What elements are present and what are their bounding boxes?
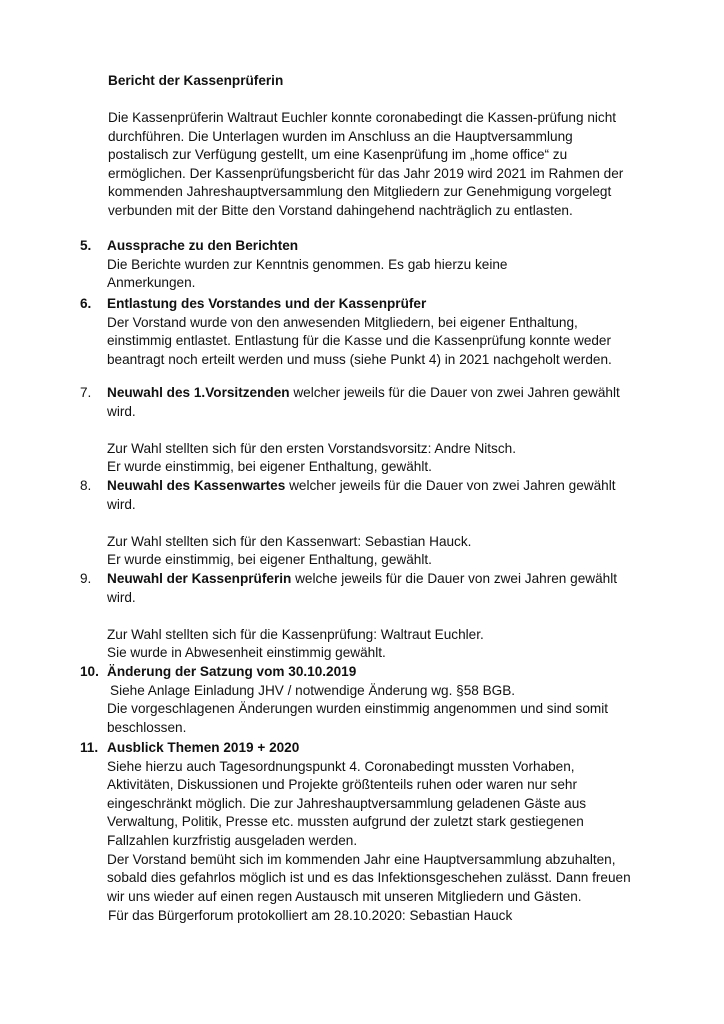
item-heading-rest: welcher jeweils für die Dauer von zwei Jahren gewählt [285,478,616,493]
report-line: postalisch zur Verfügung gestellt, um eine Kasenprüfung im „home office“ zu [108,147,568,163]
agenda-item-8 [80,477,640,570]
item-line: wir uns wieder auf einen regen Austausch mit unseren Mitgliedern und Gästen. [107,888,582,904]
item-line: beschlossen. [107,719,187,735]
item-detail-line: Sie wurde in Abwesenheit einstimmig gewählt. [107,645,386,661]
item-line: Aktivitäten, Diskussionen und Projekte größtenteils ruhen oder waren nur sehr [107,777,577,793]
item-number: 7. [80,385,92,400]
agenda-item-7 [80,384,640,477]
agenda-item-9 [80,570,640,663]
item-detail-line: Er wurde einstimmig, bei eigener Enthaltung, gewählt. [107,552,432,568]
report-line: ermöglichen. Der Kassenprüfungsbericht für das Jahr 2019 wird 2021 im Rahmen der [108,165,624,181]
item-number: 10. [80,664,99,679]
item-line: Verwaltung, Politik, Presse etc. mussten aufgrund der zuletzt stark gestiegenen [107,814,584,830]
item-line: wird. [107,589,136,605]
report-title: Bericht der Kassenprüferin [108,73,284,88]
agenda-item-5 [80,237,640,293]
item-line: Siehe Anlage Einladung JHV / notwendige Änderung wg. §58 BGB. [110,682,516,698]
item-heading: Änderung der Satzung vom 30.10.2019 [107,664,357,679]
item-number: 6. [80,296,92,311]
agenda-item-6 [80,295,640,369]
item-line: Anmerkungen. [107,275,196,291]
report-line: Die Kassenprüferin Waltraut Euchler konnte coronabedingt die Kassen-prüfung nicht [108,110,617,125]
item-number: 9. [80,571,92,586]
item-line: wird. [107,496,136,512]
item-heading: Neuwahl der Kassenprüferin [107,571,292,586]
agenda-item-11 [80,739,640,906]
item-detail-line: Zur Wahl stellten sich für die Kassenprüfung: Waltraut Euchler. [107,626,484,642]
item-number: 8. [80,478,92,493]
item-heading: Neuwahl des Kassenwartes [107,478,286,493]
item-detail-line: Zur Wahl stellten sich für den ersten Vorstandsvorsitz: Andre Nitsch. [107,440,516,456]
item-heading: Entlastung des Vorstandes und der Kassenprüfer [107,296,427,311]
item-line: Fallzahlen kurzfristig ausgeladen werden. [107,832,358,848]
item-line: eingeschränkt möglich. Die zur Jahreshauptversammlung geladenen Gäste aus [107,795,587,811]
item-detail-line: Er wurde einstimmig, bei eigener Enthaltung, gewählt. [107,459,432,475]
report-line: durchführen. Die Unterlagen wurden im Anschluss an die Hauptversammlung [108,128,573,144]
item-line: Der Vorstand wurde von den anwesenden Mitgliedern, bei eigener Enthaltung, [107,314,578,330]
item-heading: Aussprache zu den Berichten [107,238,299,253]
item-line: beantragt noch erteilt werden und muss (siehe Punkt 4) in 2021 nachgeholt werden. [107,351,612,367]
agenda-item-10 [80,663,640,737]
item-line: sobald dies gefahrlos möglich ist und es das Infektionsgeschehen zulässt. Dann freuen [107,870,631,886]
item-heading: Ausblick Themen 2019 + 2020 [107,740,300,755]
report-line: verbunden mit der Bitte den Vorstand dahingehend nachträglich zu entlasten. [108,202,573,218]
item-number: 11. [80,740,99,755]
item-line: Die Berichte wurden zur Kenntnis genommen. Es gab hierzu keine [107,256,508,272]
report-paragraph [108,109,628,221]
footer-note: Für das Bürgerforum protokolliert am 28.10.2020: Sebastian Hauck [108,908,513,923]
report-line: kommenden Jahreshauptversammlung den Mitgliedern zur Genehmigung vorgelegt [108,184,612,200]
item-line: Die vorgeschlagenen Änderungen wurden einstimmig angenommen und sind somit [107,701,608,717]
item-heading: Neuwahl des 1.Vorsitzenden [107,385,290,400]
item-line: einstimmig entlastet. Entlastung für die Kasse und die Kassenprüfung konnte weder [107,333,612,349]
item-number: 5. [80,238,92,253]
item-line: Der Vorstand bemüht sich im kommenden Jahr eine Hauptversammlung abzuhalten, [107,851,616,867]
item-line: Siehe hierzu auch Tagesordnungspunkt 4. Coronabedingt mussten Vorhaben, [107,758,575,774]
item-heading-rest: welcher jeweils für die Dauer von zwei Jahren gewählt [289,385,620,400]
item-line: wird. [107,403,136,419]
item-heading-rest: welche jeweils für die Dauer von zwei Jahren gewählt [291,571,617,586]
item-detail-line: Zur Wahl stellten sich für den Kassenwart: Sebastian Hauck. [107,533,472,549]
